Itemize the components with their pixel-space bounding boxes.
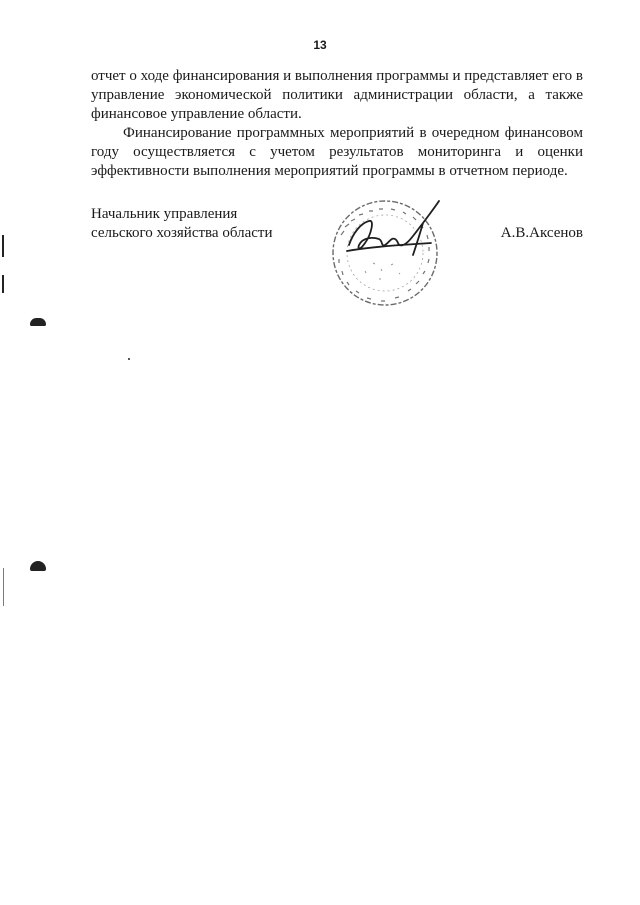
stamp-inner-ring [347,215,423,291]
paragraph-financing: Финансирование программных мероприятий в очередном финансовом году осуществляется с учетом результатов мониторинга и оценки эффективности выполнения мероприятий программы в отчетном периоде. [91,125,583,179]
signer-position-line-2: сельского хозяйства области [91,225,273,241]
scan-artifact-dot [128,358,130,360]
paragraph-report: отчет о ходе финансирования и выполнения программы и представляет его в управление экономической политики администрации области, а также финансовое управление области. [91,68,583,122]
stamp-center-texture [365,263,400,279]
signer-position [91,205,301,243]
scan-artifact-bar-1 [2,235,4,257]
signer-name: А.В.Аксенов [500,225,583,241]
signature-block [91,205,583,315]
stamp-ring-texture [339,209,429,301]
stamp-outer-ring [333,201,437,305]
scan-artifact-bar-3 [3,568,4,606]
signer-position-line-1: Начальник управления [91,206,238,222]
scan-artifact-hole-1 [30,318,46,326]
official-stamp-with-signature [319,193,459,313]
scan-artifact-bar-2 [2,275,4,293]
scan-artifact-hole-2 [30,561,46,571]
document-body [91,67,583,181]
page-number: 13 [313,38,327,52]
